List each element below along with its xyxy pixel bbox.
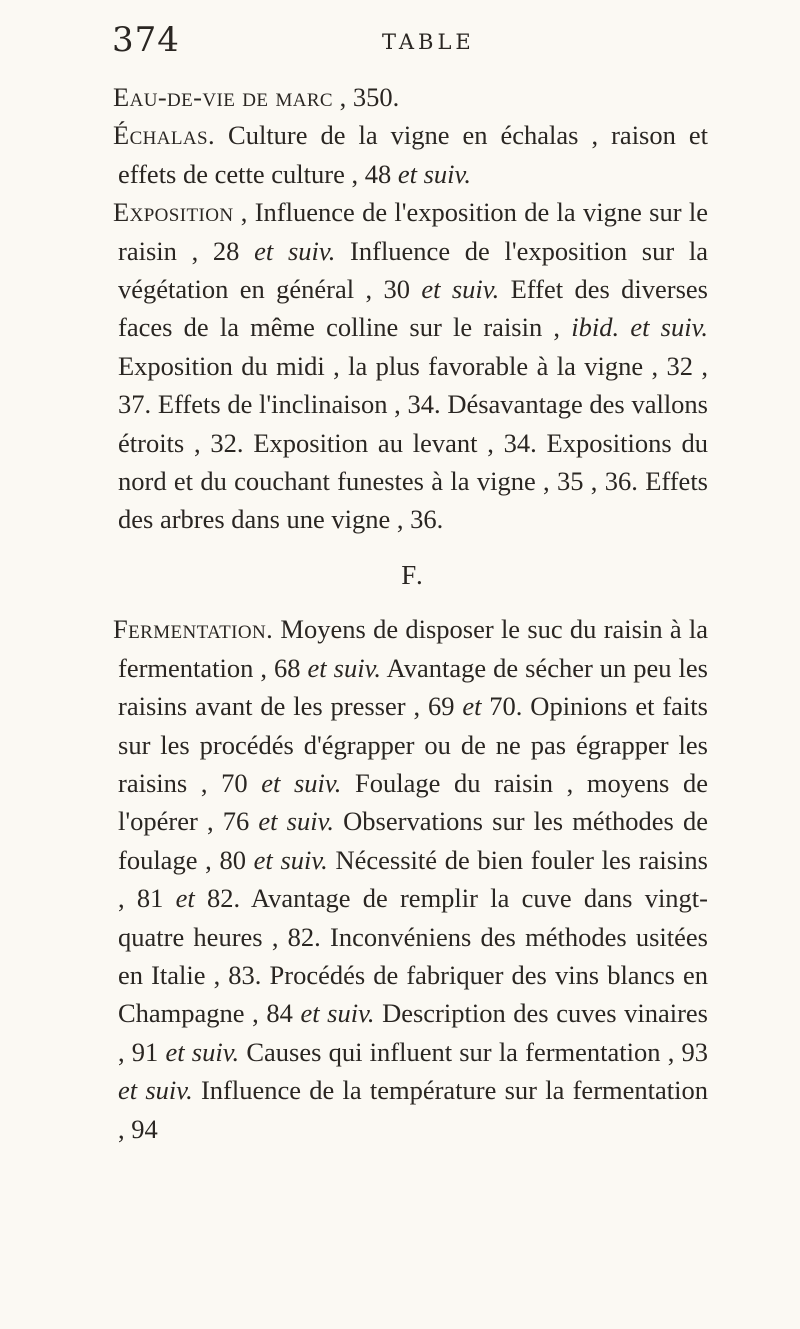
section-letter: F. <box>401 559 425 590</box>
entry-text: Causes qui influent sur la fermentation , 93 <box>239 1036 708 1067</box>
entry-italic-text: et suiv. <box>253 844 328 875</box>
index-entry <box>113 78 708 116</box>
entry-text: Exposition du midi , la plus favorable à la vigne , 32 , 37. Effets de l'inclinaison , 34. Désavantage des vallons étroits , 32. Exposition au levant , 34. Expositions du nord et du couchant funestes à la vigne , 35 , 36. Effets des arbres dans une vigne , 36. <box>118 350 708 535</box>
entry-text: Influence de l'exposition sur la végétation en général , 30 <box>118 235 708 305</box>
entry-text: Influence de la température sur la fermentation , 94 <box>118 1075 708 1144</box>
running-title: TABLE <box>382 30 475 54</box>
entry-italic-text: et <box>175 883 195 914</box>
entry-italic-text: et suiv. <box>254 235 336 266</box>
index-entry <box>113 610 708 1148</box>
running-head <box>112 14 712 70</box>
entry-italic-text: et suiv. <box>307 652 381 683</box>
index-entries <box>113 78 708 1148</box>
entry-headword: Échalas. <box>113 120 216 151</box>
entry-text: Observations sur les méthodes de foulage , 80 <box>118 806 708 875</box>
entry-italic-text: ibid. et suiv. <box>571 312 708 343</box>
entry-text: Nécessité de bien fouler les raisins , 81 <box>118 844 708 914</box>
entry-italic-text: et <box>462 691 482 722</box>
page-number: 374 <box>112 20 180 60</box>
entry-italic-text: et suiv. <box>165 1036 240 1067</box>
entry-text: , 350. <box>333 82 400 112</box>
entry-italic-text: et suiv. <box>261 767 342 798</box>
entry-text: Avantage de sécher un peu les raisins avant de les presser , 69 <box>118 652 708 722</box>
entry-italic-text: et suiv. <box>258 806 335 837</box>
entry-text: 82. Avantage de remplir la cuve dans vingt-quatre heures , 82. Inconvéniens des méthodes usitées en Italie , 83. Procédés de fabriquer des vins blancs en Champagne , 84 <box>118 883 708 1029</box>
entry-italic-text: et suiv. <box>421 274 500 305</box>
entry-text: 70. Opinions et faits sur les procédés d'égrapper ou de ne pas égrapper les raisins , 70 <box>118 691 708 798</box>
index-entry <box>113 193 708 539</box>
entry-italic-text: et suiv. <box>300 998 375 1029</box>
entry-text: Description des cuves vinaires , 91 <box>118 998 708 1067</box>
entry-text: Effet des diverses faces de la même colline sur le raisin , <box>118 274 708 343</box>
entry-text: , Influence de l'exposition de la vigne sur le raisin , 28 <box>118 197 708 266</box>
entry-headword: Exposition <box>113 197 234 228</box>
entry-headword: Fermentation. <box>113 614 274 645</box>
entry-headword: Eau-de-vie de marc <box>113 82 333 112</box>
entry-text: Culture de la vigne en échalas , raison et effets de cette culture , 48 <box>118 120 708 189</box>
entry-italic-text: et suiv. <box>397 158 471 189</box>
entry-text: Moyens de disposer le suc du raisin à la fermentation , 68 <box>118 614 708 683</box>
index-entry <box>113 116 708 193</box>
entry-italic-text: et suiv. <box>118 1075 193 1106</box>
entry-text: Foulage du raisin , moyens de l'opérer , 76 <box>118 767 708 837</box>
